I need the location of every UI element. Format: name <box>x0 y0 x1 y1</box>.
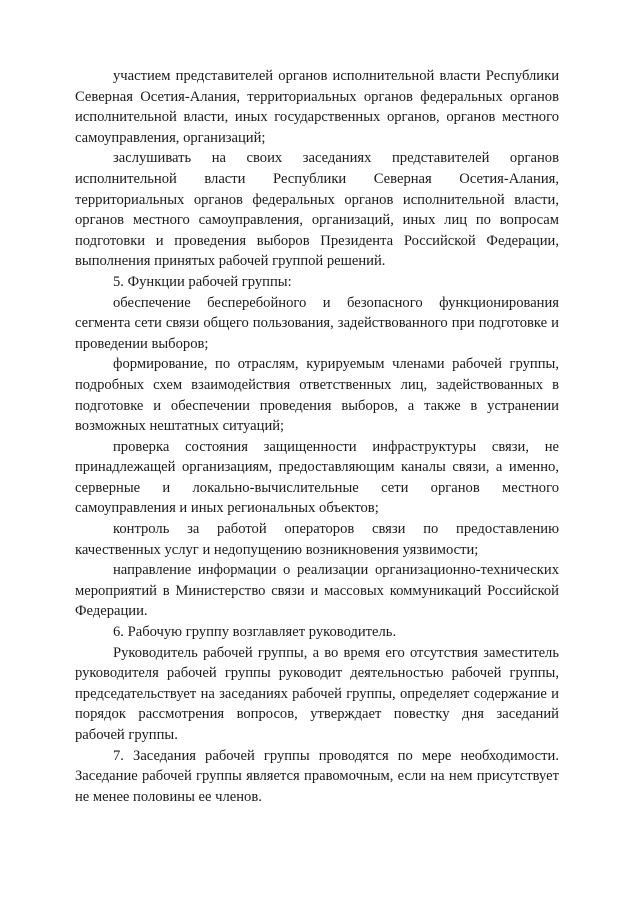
paragraph-infrastructure-check: проверка состояния защищенности инфраструктуры связи, не принадлежащей организациям, предоставляющим каналы связи, а именно, серверные и локально-вычислительные сети органов местного самоуправления и иных региональных объектов; <box>75 438 559 517</box>
paragraph-leader-duties: Руководитель рабочей группы, а во время его отсутствия заместитель руководителя рабочей группы руководит деятельностью рабочей группы, председательствует на заседаниях рабочей группы, определяет содержание и порядок рассмотрения вопросов, утверждает повестку дня заседаний рабочей группы. <box>75 644 559 743</box>
paragraph-operator-control: контроль за работой операторов связи по предоставлению качественных услуг и недопущению возникновения уязвимости; <box>75 521 559 558</box>
paragraph-leader: 6. Рабочую группу возглавляет руководитель. <box>113 624 397 641</box>
paragraph-information-direction: направление информации о реализации организационно-технических мероприятий в Министерство связи и массовых коммуникаций Российской Федерации. <box>75 562 559 620</box>
paragraph-network-security: обеспечение бесперебойного и безопасного функционирования сегмента сети связи общего пользования, задействованного при подготовке и проведении выборов; <box>75 294 559 352</box>
paragraph-functions-heading: 5. Функции рабочей группы: <box>113 273 292 290</box>
document-page <box>75 66 559 807</box>
paragraph-interaction-schemes: формирование, по отраслям, курируемым членами рабочей группы, подробных схем взаимодействия ответственных лиц, задействованных в подготовке и обеспечении проведения выборов, а также в устранении возможных нештатных ситуаций; <box>75 356 559 435</box>
paragraph-meetings: 7. Заседания рабочей группы проводятся по мере необходимости. Заседание рабочей группы является правомочным, если на нем присутствует не менее половины ее членов. <box>75 747 559 805</box>
paragraph-participation: участием представителей органов исполнительной власти Республики Северная Осетия-Алания, территориальных органов федеральных органов исполнительной власти, иных государственных органов, органов местного самоуправления, организаций; <box>75 68 559 146</box>
paragraph-hearing: заслушивать на своих заседаниях представителей органов исполнительной власти Республики Северная Осетия-Алания, территориальных органов федеральных органов исполнительной власти, органов местного самоуправления, организаций, иных лиц по вопросам подготовки и проведения выборов Президента Российской Федерации, выполнения принятых рабочей группой решений. <box>75 150 559 270</box>
